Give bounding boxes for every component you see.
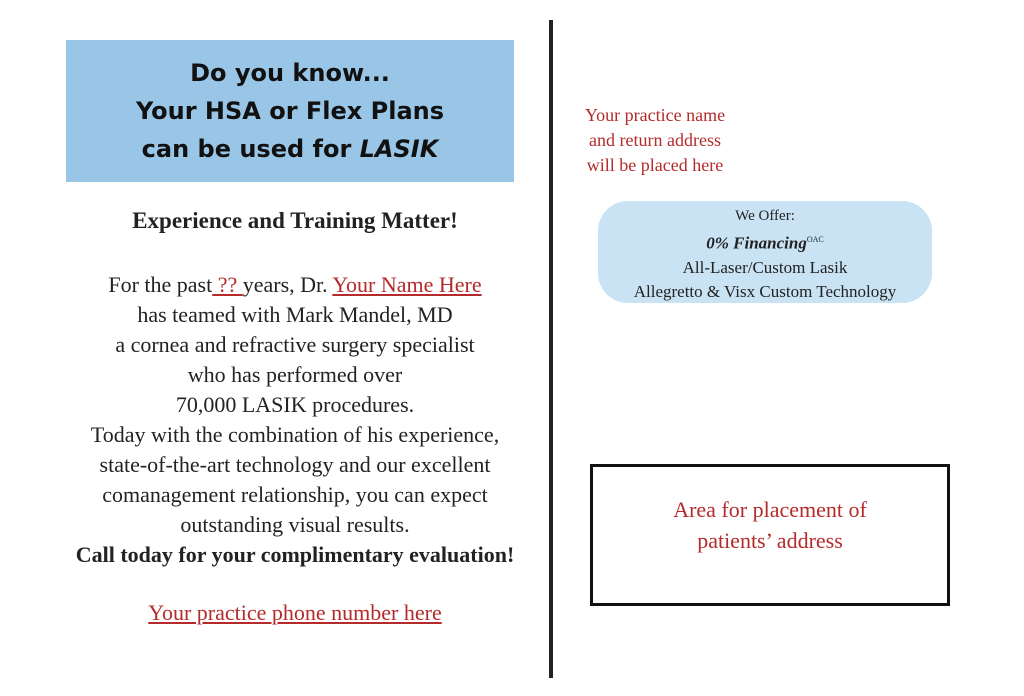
- doctor-name-placeholder[interactable]: Your Name Here: [332, 272, 482, 297]
- body-line-1-prefix: For the past: [108, 272, 213, 297]
- offer-box: [598, 201, 932, 303]
- offer-item-laser: All-Laser/Custom Lasik: [682, 257, 848, 277]
- body-line-2: has teamed with Mark Mandel, MD: [137, 302, 453, 327]
- body-line-1: [40, 270, 550, 300]
- patient-address-text: [593, 494, 947, 556]
- banner-line-3: [66, 130, 514, 168]
- body-line-1-middle: years, Dr.: [242, 272, 333, 297]
- return-address-block: [555, 103, 755, 178]
- banner-line-1: Do you know...: [190, 59, 390, 87]
- return-address-line-1: Your practice name: [584, 105, 726, 125]
- offer-financing-text: 0% Financing: [706, 233, 807, 253]
- offer-financing: [598, 228, 932, 256]
- body-line-4: who has performed over: [187, 362, 403, 387]
- banner-line-3-prefix: can be used for: [141, 135, 360, 163]
- headline-banner: [66, 40, 514, 182]
- offer-item-technology: Allegretto & Visx Custom Technology: [633, 281, 897, 301]
- patient-address-line-1: Area for placement of: [673, 497, 867, 522]
- banner-lasik-emphasis: LASIK: [359, 135, 439, 163]
- call-to-action: Call today for your complimentary evaluation!: [75, 542, 515, 567]
- body-line-9: outstanding visual results.: [180, 512, 410, 537]
- offer-financing-sup: OAC: [806, 235, 824, 244]
- patient-address-box: [590, 464, 950, 606]
- offer-title: We Offer:: [735, 208, 795, 224]
- section-heading: Experience and Training Matter!: [132, 208, 458, 233]
- body-line-6: Today with the combination of his experience,: [90, 422, 500, 447]
- patient-address-line-2: patients’ address: [697, 528, 843, 553]
- years-placeholder[interactable]: ??: [212, 272, 243, 297]
- body-line-8: comanagement relationship, you can expect: [102, 482, 488, 507]
- body-line-3: a cornea and refractive surgery specialist: [115, 332, 475, 357]
- body-line-5: 70,000 LASIK procedures.: [175, 392, 415, 417]
- phone-number-placeholder[interactable]: Your practice phone number here: [148, 600, 442, 625]
- banner-line-2: Your HSA or Flex Plans: [135, 97, 445, 125]
- return-address-line-2: and return address: [589, 130, 721, 150]
- body-copy: [40, 270, 550, 570]
- return-address-line-3: will be placed here: [586, 155, 724, 175]
- body-line-7: state-of-the-art technology and our excellent: [99, 452, 491, 477]
- vertical-divider: [549, 20, 553, 678]
